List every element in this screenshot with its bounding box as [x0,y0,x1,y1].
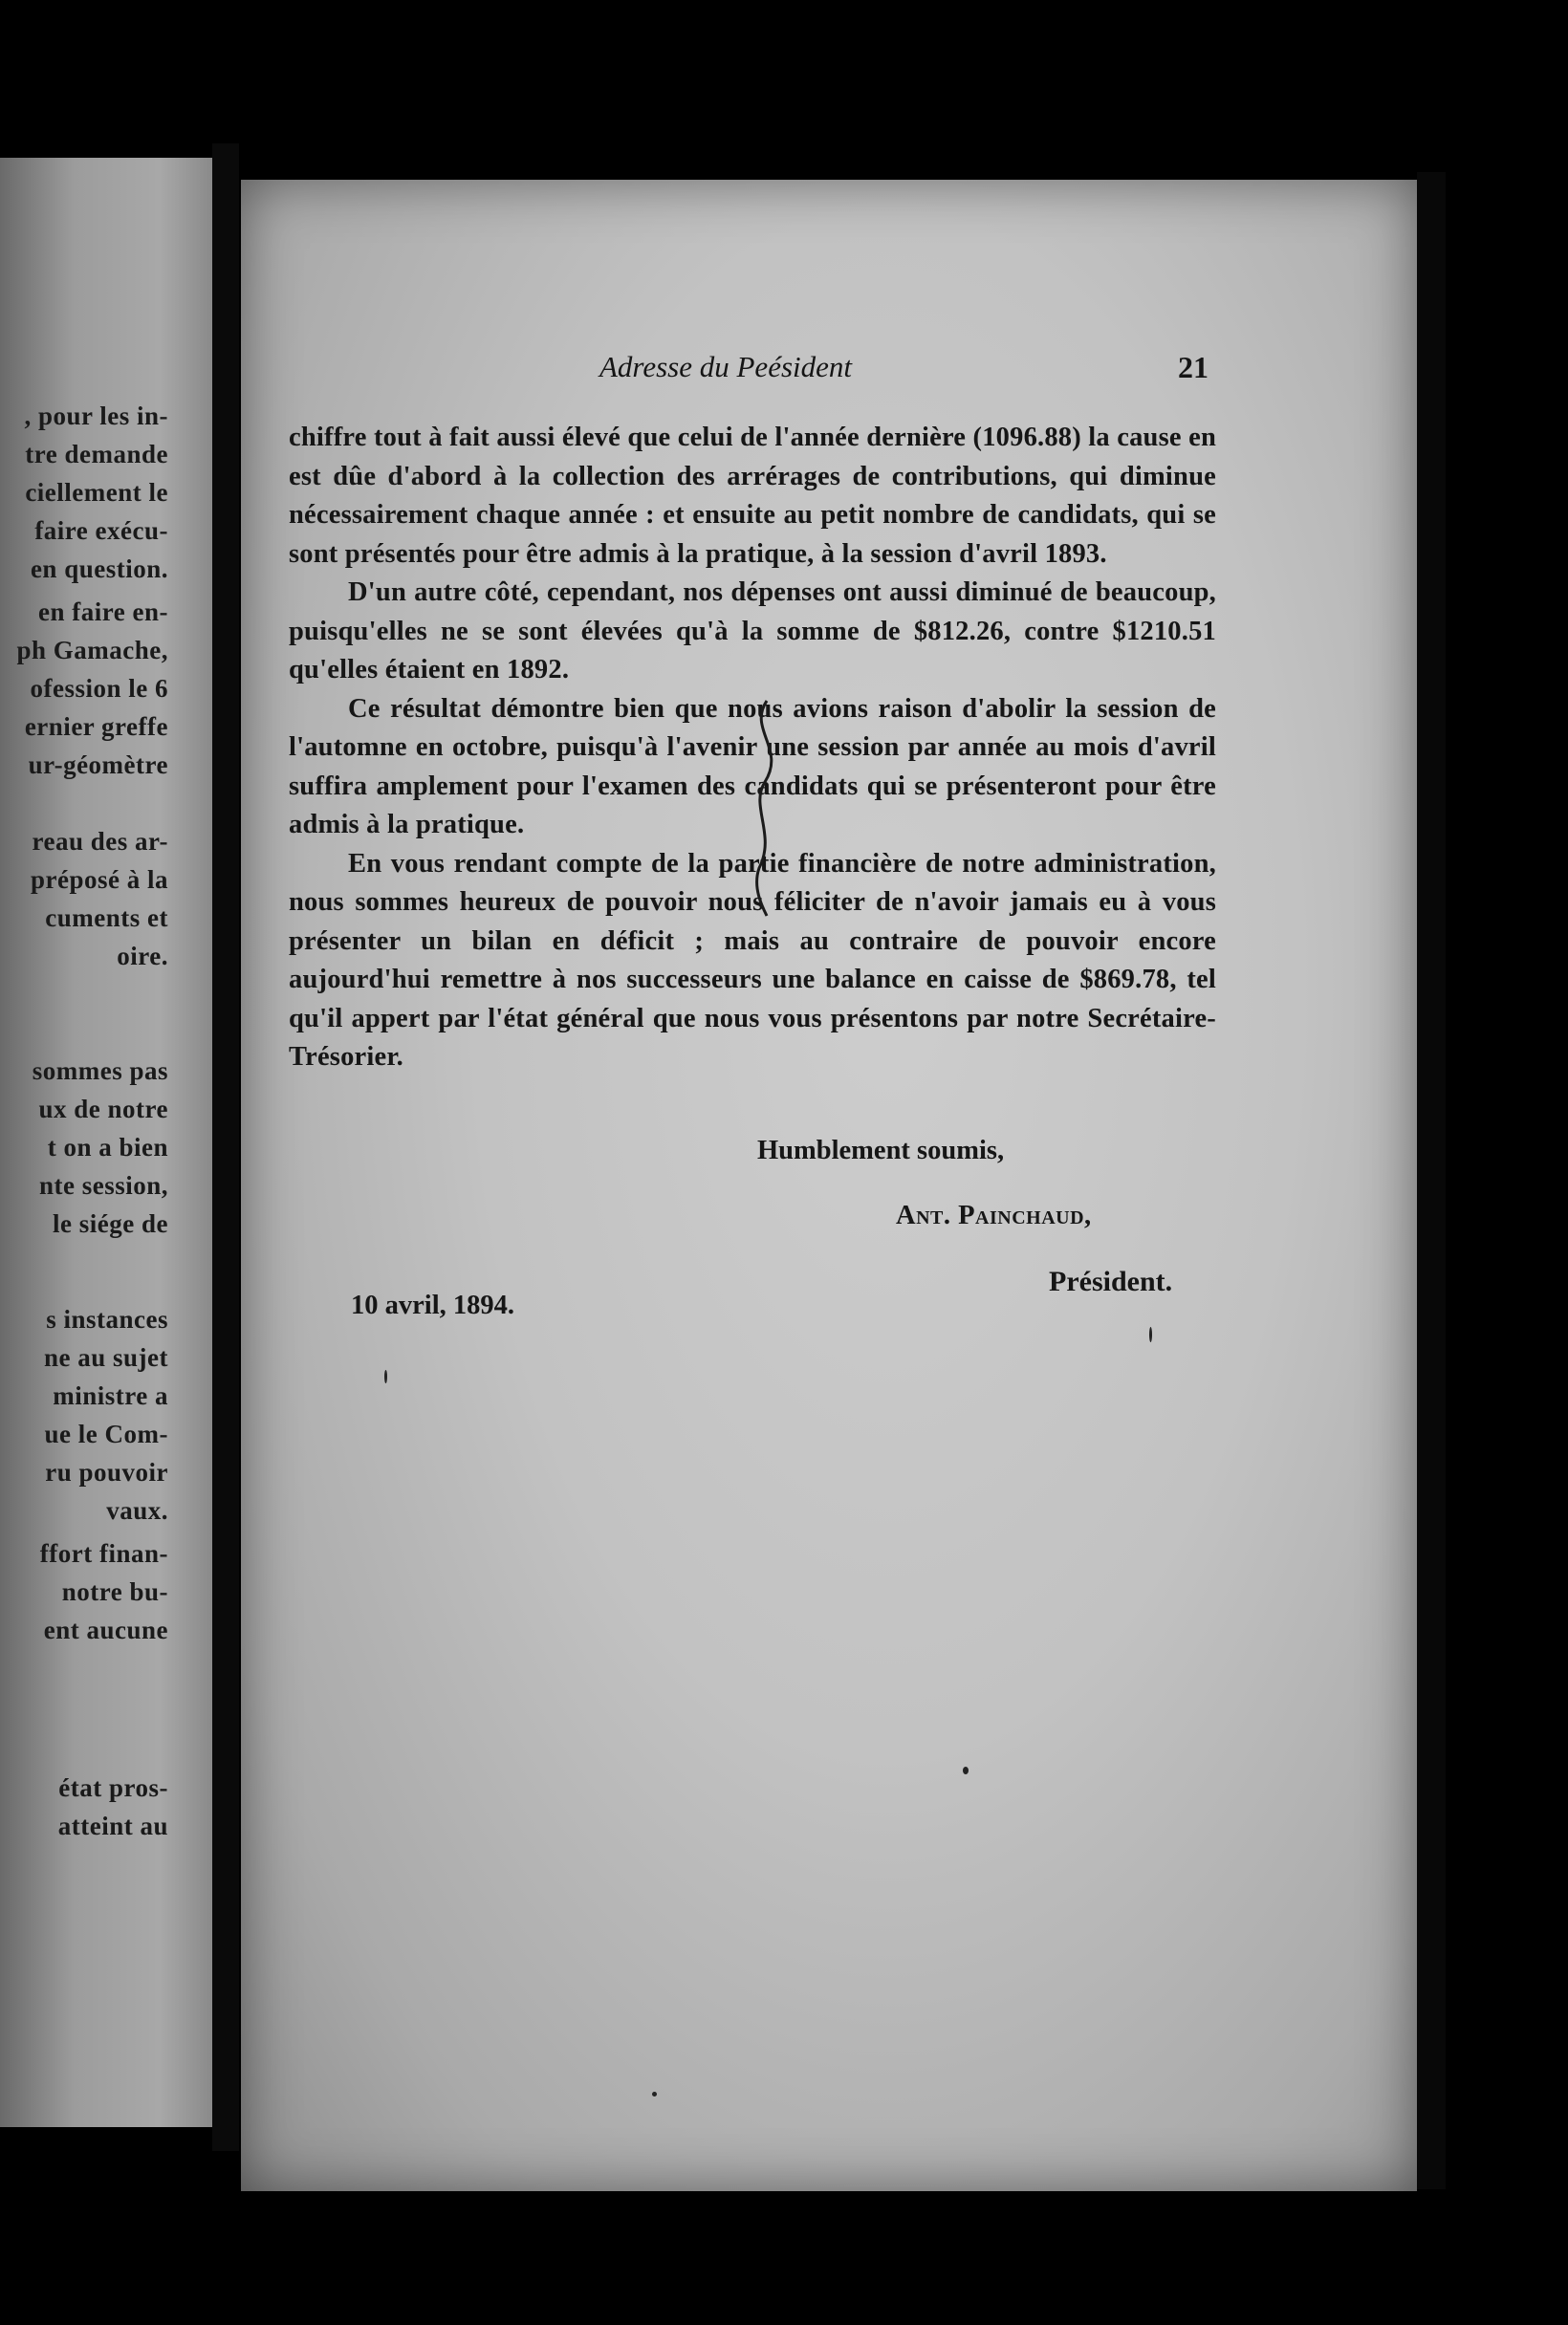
speck [384,1370,387,1383]
left-page-line: ofession le 6 [30,674,168,703]
paragraph-4: En vous rendant compte de la partie financière de notre administration, nous sommes heureux de pouvoir nous féliciter de n'avoir jamais eu à vous présenter un bilan en déficit ; mais au contraire de pouvoir encore aujourd'hui remettre à nos successeurs une balance en caisse de $869.78, tel qu'il appert par l'état général que nous vous présentons par notre Secrétaire-Trésorier. [289,848,1216,1072]
closing-line: Humblement soumis, [757,1136,1005,1165]
signatory-name: Ant. Painchaud, [896,1201,1092,1230]
left-page-line: tre demande [25,440,168,468]
left-page-line: ux de notre [38,1095,168,1123]
left-page-line: ernier greffe [24,712,168,741]
left-page-line: s instances [46,1305,168,1334]
left-page-line: ue le Com- [44,1420,168,1448]
pen-mark [738,691,795,921]
left-page-line: reau des ar- [32,827,168,856]
left-page-line: état pros- [58,1773,168,1802]
signatory-title: Président. [1049,1266,1173,1297]
left-page-line: ent aucune [43,1616,168,1644]
left-page-line: sommes pas [32,1056,168,1085]
page-header [241,350,1417,388]
left-page-line: le siége de [53,1209,168,1238]
main-page [241,180,1417,2191]
page-number: 21 [1178,350,1209,384]
page-gutter [212,143,239,2151]
left-page-line: cuments et [45,903,168,932]
left-page-line: ciellement le [25,478,168,507]
left-page-line: ministre a [53,1381,168,1410]
left-page-line: atteint au [57,1812,168,1840]
running-title: Adresse du Peésident [599,350,852,383]
speck [652,2092,657,2097]
left-page-line: ru pouvoir [45,1458,168,1487]
left-page-fragment [0,158,212,2127]
left-page-line: ph Gamache, [16,636,168,664]
left-page-line: ffort finan- [39,1539,168,1568]
paragraph-1: chiffre tout à fait aussi élevé que celui de l'année dernière (1096.88) la cause en est dûe d'abord à la collection des arrérages de contributions, qui diminue nécessairement chaque année : et ensuite au petit nombre de candidats, qui se sont présentés pour être admis à la pratique, à la session d'avril 1893. [289,423,1216,569]
left-page-line: notre bu- [61,1577,168,1606]
right-page-edge [1417,172,1446,2189]
paragraph-3: Ce résultat démontre bien que nous avions raison d'abolir la session de l'automne en octobre, puisqu'à l'avenir une session par année au mois d'avril suffira amplement pour l'examen des candidats qui se présenteront pour être admis à la pratique. [289,693,1216,839]
document-date: 10 avril, 1894. [351,1291,514,1320]
left-page-line: ur-géomètre [28,750,168,779]
speck [1149,1327,1152,1342]
left-page-line: en question. [30,554,168,583]
left-page-line: vaux. [106,1496,168,1525]
left-page-line: nte session, [38,1171,168,1200]
left-page-line: ne au sujet [43,1343,168,1372]
left-page-line: t on a bien [47,1133,168,1162]
left-page-line: , pour les in- [24,402,168,430]
left-page-line: oire. [117,942,168,970]
paragraph-2: D'un autre côté, cependant, nos dépenses ont aussi diminué de beaucoup, puisqu'elles ne se sont élevées qu'à la somme de $812.26, contre $1210.51 qu'elles étaient en 1892. [289,577,1216,684]
left-page-line: préposé à la [31,865,168,894]
left-page-line: en faire en- [38,598,168,626]
left-page-line: faire exécu- [34,516,168,545]
speck [963,1767,969,1774]
